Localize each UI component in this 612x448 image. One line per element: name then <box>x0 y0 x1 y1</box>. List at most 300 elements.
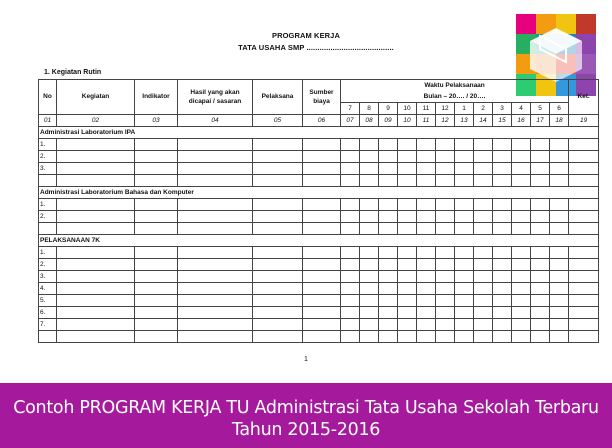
table-cell[interactable] <box>436 151 455 163</box>
table-cell[interactable] <box>341 211 360 223</box>
column-number: 06 <box>303 115 341 127</box>
table-cell[interactable] <box>550 139 569 151</box>
table-cell[interactable] <box>135 247 178 259</box>
table-cell[interactable] <box>493 271 512 283</box>
table-cell[interactable] <box>531 271 550 283</box>
table-cell[interactable] <box>303 295 341 307</box>
table-cell[interactable] <box>253 175 303 187</box>
table-cell[interactable] <box>493 175 512 187</box>
table-cell[interactable] <box>360 319 379 331</box>
table-cell[interactable] <box>303 211 341 223</box>
table-cell[interactable] <box>569 151 599 163</box>
table-cell[interactable] <box>531 175 550 187</box>
table-cell[interactable] <box>253 151 303 163</box>
table-cell[interactable] <box>436 223 455 235</box>
table-cell[interactable] <box>379 271 398 283</box>
table-cell[interactable] <box>569 247 599 259</box>
table-cell[interactable] <box>379 331 398 343</box>
table-cell[interactable] <box>474 175 493 187</box>
table-row <box>39 175 599 187</box>
table-cell[interactable] <box>512 247 531 259</box>
table-cell[interactable] <box>57 139 135 151</box>
table-cell[interactable] <box>303 139 341 151</box>
table-cell[interactable] <box>550 331 569 343</box>
table-cell[interactable] <box>57 163 135 175</box>
table-cell[interactable] <box>531 139 550 151</box>
table-cell[interactable] <box>303 163 341 175</box>
table-cell[interactable] <box>135 331 178 343</box>
table-cell[interactable] <box>253 295 303 307</box>
table-cell[interactable] <box>493 331 512 343</box>
table-cell[interactable] <box>178 295 253 307</box>
table-cell[interactable] <box>341 259 360 271</box>
table-cell[interactable] <box>398 139 417 151</box>
table-cell[interactable] <box>360 307 379 319</box>
table-cell[interactable] <box>178 151 253 163</box>
table-cell[interactable] <box>417 211 436 223</box>
header-no: No <box>39 80 57 115</box>
table-cell[interactable] <box>455 319 474 331</box>
column-number: 08 <box>360 115 379 127</box>
table-cell[interactable] <box>436 319 455 331</box>
table-cell[interactable] <box>474 247 493 259</box>
table-cell[interactable] <box>512 139 531 151</box>
table-cell[interactable] <box>531 295 550 307</box>
table-cell[interactable] <box>379 199 398 211</box>
table-cell[interactable] <box>398 271 417 283</box>
table-cell[interactable] <box>417 139 436 151</box>
table-cell[interactable] <box>135 295 178 307</box>
table-cell[interactable] <box>474 163 493 175</box>
table-cell[interactable] <box>436 259 455 271</box>
column-number: 04 <box>178 115 253 127</box>
table-cell[interactable] <box>455 211 474 223</box>
month-header: 8 <box>360 103 379 115</box>
table-cell[interactable] <box>474 223 493 235</box>
table-cell[interactable] <box>253 283 303 295</box>
table-cell[interactable] <box>512 271 531 283</box>
table-cell[interactable] <box>474 307 493 319</box>
table-cell[interactable] <box>417 307 436 319</box>
table-cell[interactable] <box>531 163 550 175</box>
table-cell[interactable] <box>398 175 417 187</box>
table-cell[interactable] <box>341 247 360 259</box>
table-cell[interactable] <box>178 175 253 187</box>
table-cell[interactable] <box>569 307 599 319</box>
table-cell[interactable] <box>531 199 550 211</box>
program-table <box>38 79 599 343</box>
table-cell[interactable] <box>474 139 493 151</box>
table-cell[interactable] <box>379 139 398 151</box>
column-number: 18 <box>550 115 569 127</box>
table-cell[interactable] <box>135 259 178 271</box>
table-cell[interactable] <box>178 283 253 295</box>
table-cell[interactable] <box>57 319 135 331</box>
table-cell[interactable] <box>455 151 474 163</box>
table-cell[interactable] <box>303 151 341 163</box>
table-cell[interactable] <box>341 283 360 295</box>
table-cell[interactable] <box>550 295 569 307</box>
table-cell[interactable] <box>531 283 550 295</box>
table-cell[interactable] <box>493 247 512 259</box>
table-cell[interactable] <box>57 223 135 235</box>
table-cell[interactable] <box>253 163 303 175</box>
row-number: 6. <box>39 307 57 319</box>
table-cell[interactable] <box>569 283 599 295</box>
table-cell[interactable] <box>253 139 303 151</box>
table-cell[interactable] <box>436 139 455 151</box>
table-cell[interactable] <box>550 175 569 187</box>
table-cell[interactable] <box>474 259 493 271</box>
table-cell[interactable] <box>417 331 436 343</box>
table-cell[interactable] <box>341 307 360 319</box>
table-cell[interactable] <box>455 295 474 307</box>
table-cell[interactable] <box>569 223 599 235</box>
table-cell[interactable] <box>569 199 599 211</box>
table-cell[interactable] <box>379 295 398 307</box>
table-cell[interactable] <box>512 199 531 211</box>
table-cell[interactable] <box>417 163 436 175</box>
table-cell[interactable] <box>531 247 550 259</box>
table-cell[interactable] <box>569 271 599 283</box>
table-cell[interactable] <box>360 175 379 187</box>
table-cell[interactable] <box>253 319 303 331</box>
table-cell[interactable] <box>455 163 474 175</box>
table-cell[interactable] <box>569 295 599 307</box>
table-cell[interactable] <box>178 223 253 235</box>
table-cell[interactable] <box>303 331 341 343</box>
table-cell[interactable] <box>341 151 360 163</box>
table-cell[interactable] <box>436 271 455 283</box>
table-cell[interactable] <box>379 163 398 175</box>
table-cell[interactable] <box>341 175 360 187</box>
table-cell[interactable] <box>512 307 531 319</box>
table-cell[interactable] <box>135 271 178 283</box>
table-cell[interactable] <box>550 319 569 331</box>
month-header: 10 <box>398 103 417 115</box>
table-cell[interactable] <box>550 283 569 295</box>
table-cell[interactable] <box>455 307 474 319</box>
table-cell[interactable] <box>474 211 493 223</box>
table-cell[interactable] <box>398 163 417 175</box>
table-cell[interactable] <box>360 331 379 343</box>
table-cell[interactable] <box>493 319 512 331</box>
table-cell[interactable] <box>57 211 135 223</box>
table-cell[interactable] <box>417 259 436 271</box>
row-number: 7. <box>39 319 57 331</box>
column-number-row <box>39 115 599 127</box>
table-cell[interactable] <box>303 283 341 295</box>
table-cell[interactable] <box>135 151 178 163</box>
table-cell[interactable] <box>550 211 569 223</box>
table-cell[interactable] <box>57 247 135 259</box>
table-cell[interactable] <box>178 211 253 223</box>
table-cell[interactable] <box>493 295 512 307</box>
table-cell[interactable] <box>57 283 135 295</box>
table-cell[interactable] <box>550 223 569 235</box>
section-title: Administrasi Laboratorium IPA <box>39 127 599 139</box>
table-cell[interactable] <box>531 307 550 319</box>
table-cell[interactable] <box>360 139 379 151</box>
table-cell[interactable] <box>550 259 569 271</box>
table-cell[interactable] <box>436 295 455 307</box>
table-cell[interactable] <box>253 211 303 223</box>
document-subtitle: TATA USAHA SMP ........................................ <box>238 43 394 52</box>
table-cell[interactable] <box>303 223 341 235</box>
table-cell[interactable] <box>550 247 569 259</box>
table-cell[interactable] <box>493 199 512 211</box>
table-cell[interactable] <box>455 259 474 271</box>
table-cell[interactable] <box>398 295 417 307</box>
table-cell[interactable] <box>178 139 253 151</box>
table-cell[interactable] <box>253 271 303 283</box>
table-cell[interactable] <box>398 151 417 163</box>
table-cell[interactable] <box>569 259 599 271</box>
table-cell[interactable] <box>436 211 455 223</box>
table-cell[interactable] <box>417 319 436 331</box>
table-cell[interactable] <box>303 307 341 319</box>
table-cell[interactable] <box>417 295 436 307</box>
table-cell[interactable] <box>39 223 57 235</box>
table-cell[interactable] <box>135 283 178 295</box>
table-cell[interactable] <box>360 247 379 259</box>
row-number: 1. <box>39 199 57 211</box>
table-cell[interactable] <box>178 259 253 271</box>
table-cell[interactable] <box>360 259 379 271</box>
table-cell[interactable] <box>135 163 178 175</box>
table-cell[interactable] <box>57 175 135 187</box>
table-cell[interactable] <box>57 307 135 319</box>
table-cell[interactable] <box>474 283 493 295</box>
table-cell[interactable] <box>341 331 360 343</box>
table-cell[interactable] <box>398 223 417 235</box>
table-cell[interactable] <box>512 211 531 223</box>
table-cell[interactable] <box>474 151 493 163</box>
table-cell[interactable] <box>550 271 569 283</box>
table-cell[interactable] <box>135 199 178 211</box>
table-cell[interactable] <box>178 199 253 211</box>
table-cell[interactable] <box>550 307 569 319</box>
table-cell[interactable] <box>341 319 360 331</box>
table-cell[interactable] <box>398 319 417 331</box>
table-cell[interactable] <box>253 247 303 259</box>
table-cell[interactable] <box>436 283 455 295</box>
table-cell[interactable] <box>417 271 436 283</box>
table-cell[interactable] <box>178 319 253 331</box>
table-cell[interactable] <box>379 259 398 271</box>
table-cell[interactable] <box>178 247 253 259</box>
table-cell[interactable] <box>512 175 531 187</box>
table-cell[interactable] <box>341 271 360 283</box>
table-cell[interactable] <box>493 259 512 271</box>
table-cell[interactable] <box>360 271 379 283</box>
column-number: 11 <box>417 115 436 127</box>
table-cell[interactable] <box>379 283 398 295</box>
table-cell[interactable] <box>135 139 178 151</box>
table-cell[interactable] <box>303 175 341 187</box>
table-row <box>39 247 599 259</box>
table-cell[interactable] <box>436 247 455 259</box>
table-cell[interactable] <box>341 163 360 175</box>
table-cell[interactable] <box>531 223 550 235</box>
table-cell[interactable] <box>493 223 512 235</box>
header-waktu: Waktu Pelaksanaan <box>341 80 569 92</box>
table-row <box>39 199 599 211</box>
table-cell[interactable] <box>436 307 455 319</box>
table-cell[interactable] <box>341 199 360 211</box>
table-cell[interactable] <box>341 223 360 235</box>
table-cell[interactable] <box>398 307 417 319</box>
table-cell[interactable] <box>57 199 135 211</box>
table-cell[interactable] <box>379 151 398 163</box>
table-cell[interactable] <box>303 319 341 331</box>
table-cell[interactable] <box>455 283 474 295</box>
table-cell[interactable] <box>512 151 531 163</box>
table-cell[interactable] <box>474 199 493 211</box>
section-row <box>39 235 599 247</box>
table-cell[interactable] <box>455 139 474 151</box>
table-cell[interactable] <box>436 163 455 175</box>
table-cell[interactable] <box>531 259 550 271</box>
table-cell[interactable] <box>569 139 599 151</box>
table-cell[interactable] <box>341 295 360 307</box>
table-cell[interactable] <box>379 319 398 331</box>
table-cell[interactable] <box>550 199 569 211</box>
table-cell[interactable] <box>57 271 135 283</box>
month-header: 12 <box>436 103 455 115</box>
table-cell[interactable] <box>360 223 379 235</box>
table-cell[interactable] <box>303 199 341 211</box>
table-cell[interactable] <box>57 295 135 307</box>
table-cell[interactable] <box>569 163 599 175</box>
table-cell[interactable] <box>474 331 493 343</box>
table-cell[interactable] <box>512 223 531 235</box>
table-cell[interactable] <box>178 271 253 283</box>
table-cell[interactable] <box>512 295 531 307</box>
table-cell[interactable] <box>493 307 512 319</box>
table-cell[interactable] <box>178 163 253 175</box>
table-cell[interactable] <box>493 163 512 175</box>
banner-line-2: Tahun 2015-2016 <box>231 420 381 440</box>
table-cell[interactable] <box>360 295 379 307</box>
table-cell[interactable] <box>531 319 550 331</box>
table-cell[interactable] <box>379 211 398 223</box>
table-cell[interactable] <box>493 139 512 151</box>
table-cell[interactable] <box>360 199 379 211</box>
table-cell[interactable] <box>360 211 379 223</box>
table-cell[interactable] <box>398 259 417 271</box>
table-cell[interactable] <box>178 307 253 319</box>
table-cell[interactable] <box>455 247 474 259</box>
table-cell[interactable] <box>512 259 531 271</box>
table-cell[interactable] <box>550 151 569 163</box>
table-cell[interactable] <box>417 223 436 235</box>
table-cell[interactable] <box>455 271 474 283</box>
table-cell[interactable] <box>493 283 512 295</box>
column-number: 17 <box>531 115 550 127</box>
table-cell[interactable] <box>493 151 512 163</box>
table-cell[interactable] <box>569 319 599 331</box>
table-cell[interactable] <box>436 199 455 211</box>
table-cell[interactable] <box>398 247 417 259</box>
table-cell[interactable] <box>303 271 341 283</box>
month-header: 2 <box>474 103 493 115</box>
table-cell[interactable] <box>569 211 599 223</box>
table-cell[interactable] <box>39 175 57 187</box>
table-cell[interactable] <box>253 199 303 211</box>
table-cell[interactable] <box>512 283 531 295</box>
table-cell[interactable] <box>512 319 531 331</box>
table-cell[interactable] <box>135 175 178 187</box>
table-cell[interactable] <box>569 175 599 187</box>
table-cell[interactable] <box>493 211 512 223</box>
table-cell[interactable] <box>253 259 303 271</box>
table-cell[interactable] <box>474 295 493 307</box>
table-cell[interactable] <box>379 307 398 319</box>
table-cell[interactable] <box>398 199 417 211</box>
table-cell[interactable] <box>360 163 379 175</box>
table-cell[interactable] <box>436 331 455 343</box>
table-cell[interactable] <box>455 199 474 211</box>
table-cell[interactable] <box>379 175 398 187</box>
table-cell[interactable] <box>341 139 360 151</box>
table-cell[interactable] <box>512 331 531 343</box>
table-cell[interactable] <box>398 331 417 343</box>
table-cell[interactable] <box>135 319 178 331</box>
table-cell[interactable] <box>398 283 417 295</box>
table-cell[interactable] <box>417 175 436 187</box>
table-cell[interactable] <box>474 271 493 283</box>
table-cell[interactable] <box>550 163 569 175</box>
table-cell[interactable] <box>569 331 599 343</box>
table-cell[interactable] <box>512 163 531 175</box>
table-cell[interactable] <box>57 151 135 163</box>
table-cell[interactable] <box>57 331 135 343</box>
table-cell[interactable] <box>303 259 341 271</box>
table-cell[interactable] <box>531 211 550 223</box>
month-header: 7 <box>341 103 360 115</box>
table-cell[interactable] <box>379 223 398 235</box>
table-row <box>39 163 599 175</box>
table-cell[interactable] <box>417 199 436 211</box>
section-heading: 1. Kegiatan Rutin <box>44 69 102 76</box>
table-cell[interactable] <box>253 223 303 235</box>
table-cell[interactable] <box>398 211 417 223</box>
table-cell[interactable] <box>57 259 135 271</box>
table-cell[interactable] <box>178 331 253 343</box>
table-cell[interactable] <box>531 331 550 343</box>
table-cell[interactable] <box>253 307 303 319</box>
table-cell[interactable] <box>253 331 303 343</box>
table-cell[interactable] <box>455 175 474 187</box>
table-cell[interactable] <box>455 331 474 343</box>
table-cell[interactable] <box>360 283 379 295</box>
table-cell[interactable] <box>474 319 493 331</box>
table-cell[interactable] <box>39 331 57 343</box>
table-cell[interactable] <box>417 151 436 163</box>
table-cell[interactable] <box>135 211 178 223</box>
table-cell[interactable] <box>531 151 550 163</box>
table-cell[interactable] <box>360 151 379 163</box>
table-cell[interactable] <box>303 247 341 259</box>
table-cell[interactable] <box>436 175 455 187</box>
table-cell[interactable] <box>417 283 436 295</box>
table-cell[interactable] <box>379 247 398 259</box>
table-cell[interactable] <box>135 223 178 235</box>
table-cell[interactable] <box>455 223 474 235</box>
table-cell[interactable] <box>417 247 436 259</box>
table-cell[interactable] <box>135 307 178 319</box>
